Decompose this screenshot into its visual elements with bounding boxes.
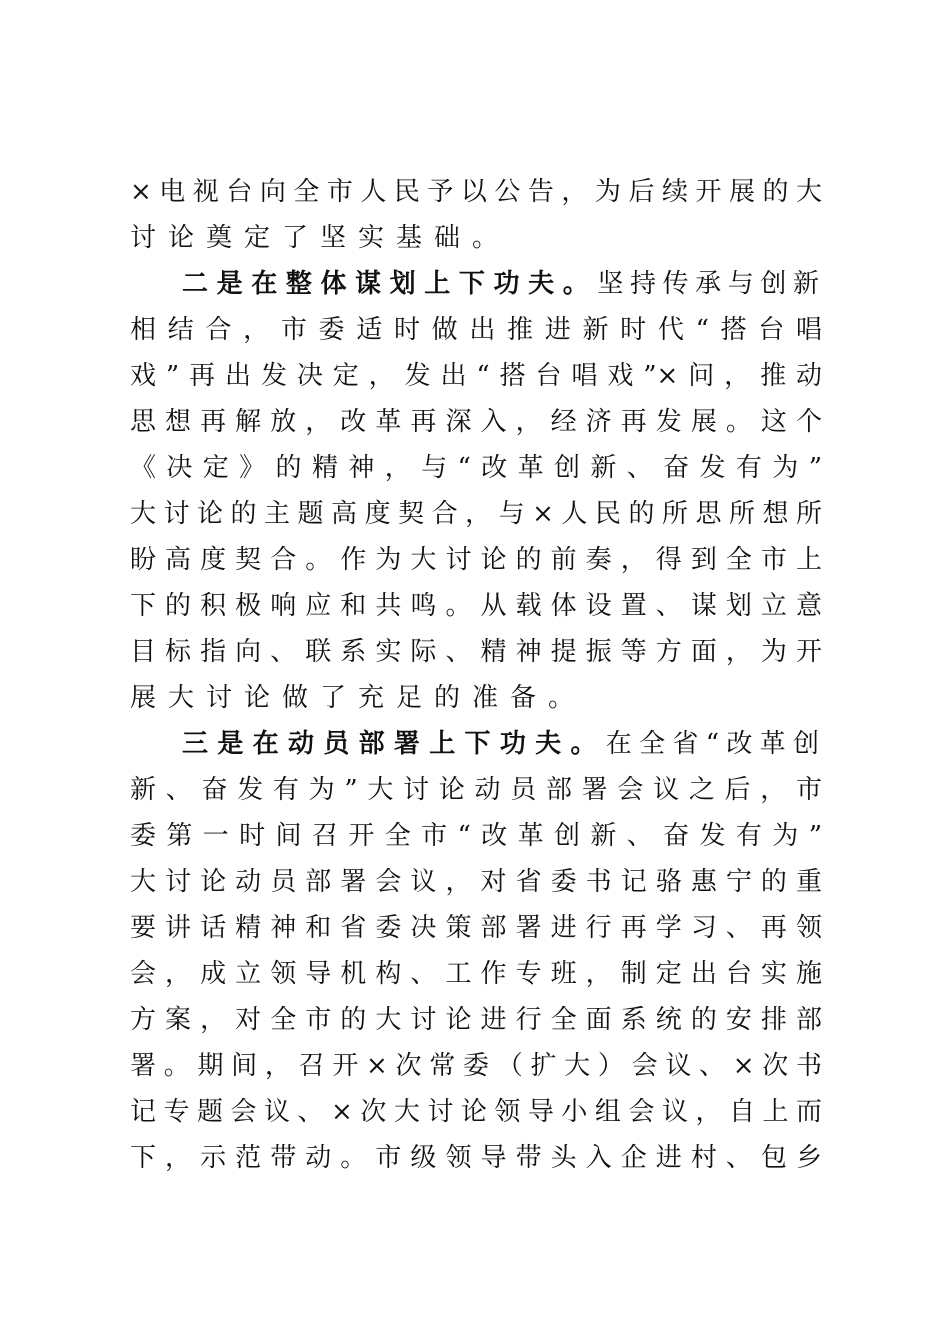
text-line: 相结合，市委适时做出推进新时代“搭台唱 (130, 315, 822, 345)
text-line: 下，示范带动。市级领导带头入企进村、包乡 (130, 1143, 822, 1173)
text-line: 讨论奠定了坚实基础。 (130, 223, 511, 253)
text-line: 思想再解放，改革再深入，经济再发展。这个 (130, 407, 822, 437)
text-line: 记专题会议、×次大讨论领导小组会议，自上而 (130, 1097, 822, 1127)
text-line: 戏”再出发决定，发出“搭台唱戏”×问，推动 (130, 361, 822, 391)
text-line: 会，成立领导机构、工作专班，制定出台实施 (130, 959, 822, 989)
text-line: 新、奋发有为”大讨论动员部署会议之后，市 (130, 775, 822, 805)
text-line: 大讨论的主题高度契合，与×人民的所思所想所 (130, 499, 822, 529)
paragraph-first-line (182, 724, 822, 764)
text-line: 委第一时间召开全市“改革创新、奋发有为” (130, 821, 822, 851)
text-segment: 在全省“改革创 (605, 729, 822, 759)
text-line: 下的积极响应和共鸣。从载体设置、谋划立意 (130, 591, 822, 621)
text-line: 大讨论动员部署会议，对省委书记骆惠宁的重 (130, 867, 822, 897)
text-line: 目标指向、联系实际、精神提振等方面，为开 (130, 637, 822, 667)
text-line: 展大讨论做了充足的准备。 (130, 683, 587, 713)
text-line: 署。期间，召开×次常委（扩大）会议、×次书 (130, 1051, 822, 1081)
text-line: 方案，对全市的大讨论进行全面系统的安排部 (130, 1005, 822, 1035)
text-line: 要讲话精神和省委决策部署进行再学习、再领 (130, 913, 822, 943)
paragraph-first-line (182, 264, 822, 304)
text-line: 盼高度契合。作为大讨论的前奏，得到全市上 (130, 545, 822, 575)
text-line: 《决定》的精神，与“改革创新、奋发有为” (130, 453, 822, 483)
text-segment: 坚持传承与创新 (597, 269, 822, 299)
text-line: ×电视台向全市人民予以公告，为后续开展的大 (130, 177, 822, 207)
paragraph-heading: 二是在整体谋划上下功夫。 (182, 269, 598, 299)
paragraph-heading: 三是在动员部署上下功夫。 (182, 729, 606, 759)
